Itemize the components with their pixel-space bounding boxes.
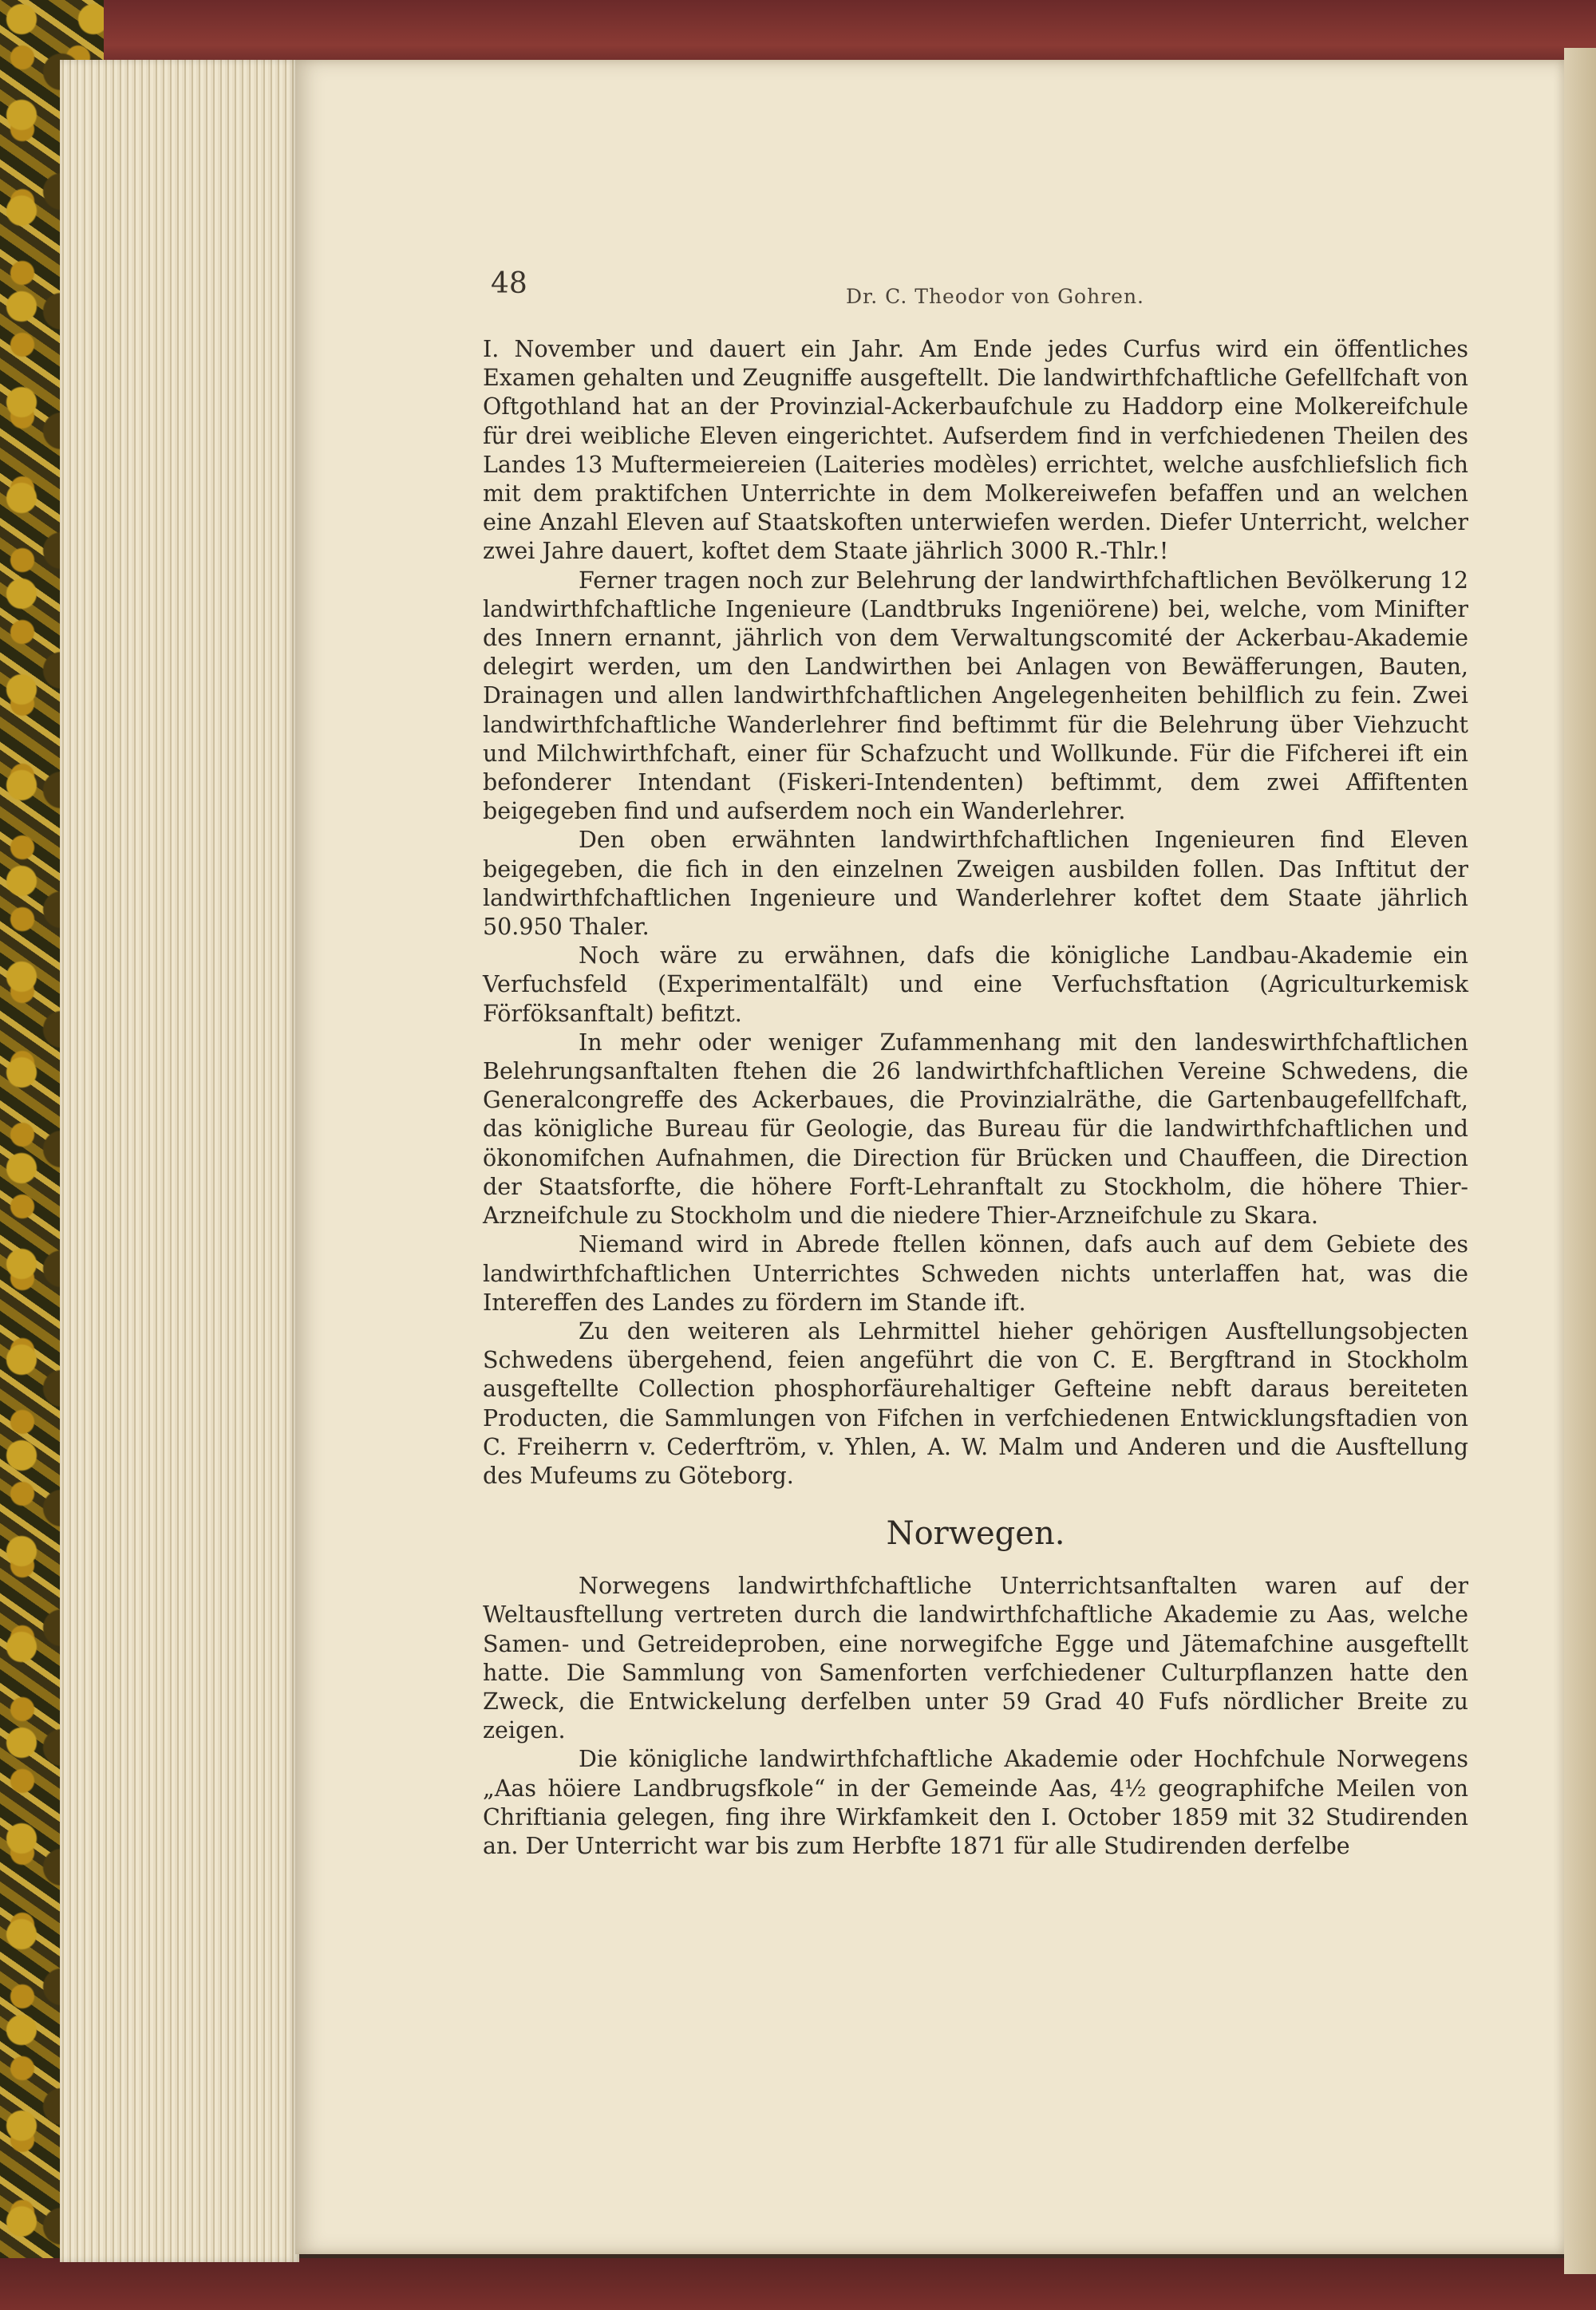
- paragraph: Die königliche landwirthfchaftliche Akademie oder Hochfchule Norwegens „Aas höiere Landbrugsfkole“ in der Gemeinde Aas, 4½ geographifche Meilen von Chriftiania gelegen, fing ihre Wirkfamkeit den I. October 1859 mit 32 Studirenden an. Der Unterricht war bis zum Herbfte 1871 für alle Studirenden derfelbe: [483, 1746, 1468, 1859]
- paragraph: Niemand wird in Abrede ftellen können, dafs auch auf dem Gebiete des landwirthfchaftlichen Unterrichtes Schweden nichts unterlaffen hat, was die Intereffen des Landes zu fördern im Stande ift.: [483, 1231, 1468, 1316]
- page-body: [483, 335, 1468, 1861]
- running-head: Dr. C. Theodor von Gohren.: [846, 285, 1144, 308]
- book-cover-bottom: [0, 2258, 1596, 2310]
- paragraph: Den oben erwähnten landwirthfchaftlichen Ingenieuren find Eleven beigegeben, die fich in den einzelnen Zweigen ausbilden follen. Das Inftitut der landwirthfchaftlichen Ingenieure und Wanderlehrer koftet dem Staate jährlich 50.950 Thaler.: [483, 827, 1468, 941]
- paragraph: I. November und dauert ein Jahr. Am Ende jedes Curfus wird ein öffentliches Examen gehalten und Zeugniffe ausgeftellt. Die landwirthfchaftliche Gefellfchaft von Oftgothland hat an der Provinzial-Ackerbaufchule zu Haddorp eine Molkereifchule für drei weibliche Eleven eingerichtet. Aufserdem find in verfchiedenen Theilen des Landes 13 Muftermeiereien (Laiteries modèles) errichtet, welche ausfchliefslich fich mit dem praktifchen Unterrichte in dem Molkereiwefen befaffen und an welchen eine Anzahl Eleven auf Staatskoften unterwiefen werden. Diefer Unterricht, welcher zwei Jahre dauert, koftet dem Staate jährlich 3000 R.-Thlr.!: [483, 336, 1468, 565]
- paragraph: Ferner tragen noch zur Belehrung der landwirthfchaftlichen Bevölkerung 12 landwirthfchaftliche Ingenieure (Landtbruks Ingeniörene) bei, welche, vom Minifter des Innern ernannt, jährlich von dem Verwaltungscomité der Ackerbau-Akademie delegirt werden, um den Landwirthen bei Anlagen von Bewäfferungen, Bauten, Drainagen und allen landwirthfchaftlichen Angelegenheiten behilflich zu fein. Zwei landwirthfchaftliche Wanderlehrer find beftimmt für die Belehrung über Viehzucht und Milchwirthfchaft, einer für Schafzucht und Wollkunde. Für die Fifcherei ift ein befonderer Intendant (Fiskeri-Intendenten) beftimmt, dem zwei Affiftenten beigegeben find und aufserdem noch ein Wanderlehrer.: [483, 567, 1468, 825]
- page-header: [491, 267, 1464, 315]
- page-edges: [60, 60, 299, 2262]
- paragraph: In mehr oder weniger Zufammenhang mit den landeswirthfchaftlichen Belehrungsanftalten ftehen die 26 landwirthfchaftlichen Vereine Schwedens, die Generalcongreffe des Ackerbaues, die Provinzialräthe, die Gartenbaugefellfchaft, das königliche Bureau für Geologie, das Bureau für die landwirthfchaftlichen und ökonomifchen Aufnahmen, die Direction für Brücken und Chauffeen, die Direction der Staatsforfte, die höhere Forft-Lehranftalt zu Stockholm, die höhere Thier-Arzneifchule zu Stockholm und die niedere Thier-Arzneifchule zu Skara.: [483, 1029, 1468, 1230]
- paragraph: Zu den weiteren als Lehrmittel hieher gehörigen Ausftellungsobjecten Schwedens übergehend, feien angeführt die von C. E. Bergftrand in Stockholm ausgeftellte Collection phosphorfäurehaltiger Gefteine nebft daraus bereiteten Producten, die Sammlungen von Fifchen in verfchiedenen Entwicklungsftadien von C. Freiherrn v. Cederftröm, v. Yhlen, A. W. Malm und Anderen und die Ausftellung des Mufeums zu Göteborg.: [483, 1317, 1468, 1489]
- page-number: 48: [491, 267, 527, 300]
- paragraph: Noch wäre zu erwähnen, dafs die königliche Landbau-Akademie ein Verfuchsfeld (Experimentalfält) und eine Verfuchsftation (Agriculturkemisk Förföksanftalt) befitzt.: [483, 942, 1468, 1027]
- section-heading: Norwegen.: [886, 1515, 1065, 1553]
- facing-page-edge: [1564, 48, 1596, 2274]
- paragraph: Norwegens landwirthfchaftliche Unterrichtsanftalten waren auf der Weltausftellung vertreten durch die landwirthfchaftliche Akademie zu Aas, welche Samen- und Getreideproben, eine norwegifche Egge und Jätemafchine ausgeftellt hatte. Die Sammlung von Samenforten verfchiedener Culturpflanzen hatte den Zweck, die Entwickelung derfelben unter 59 Grad 40 Fufs nördlicher Breite zu zeigen.: [483, 1573, 1468, 1744]
